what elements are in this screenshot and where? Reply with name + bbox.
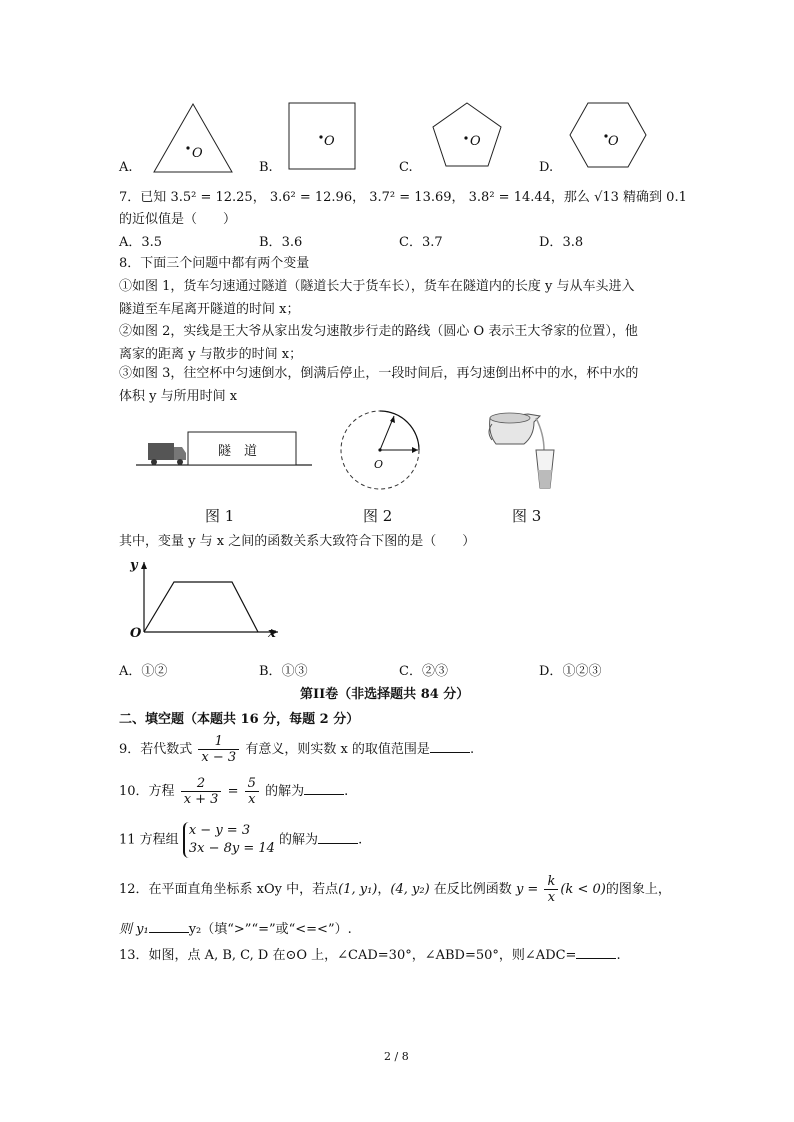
q10-fraction-left: $\frac{2}{x + 3}$	[181, 776, 222, 807]
q13-answer-blank[interactable]	[576, 946, 616, 959]
q7-formula-3: 3.7² = 13.69	[369, 190, 452, 205]
q7-option-a: A．3.5	[119, 235, 163, 250]
q10-fraction-right: $\frac{5}{x}$	[245, 776, 259, 807]
q7-line1: 7．已知 3.5² = 12.25， 3.6² = 12.96， 3.7² = 13.69， 3.8² = 14.44，那么 √13 精确到 0.1	[119, 190, 687, 205]
q8-intro: 8．下面三个问题中都有两个变量	[119, 256, 310, 271]
q6-option-a: A.	[119, 160, 133, 175]
page-number: 2 / 8	[384, 1050, 409, 1063]
q8-item2-b: 离家的距离 y 与散步的时间 x；	[119, 347, 303, 362]
q12-answer-blank[interactable]	[149, 920, 189, 933]
figure-1-caption: 图 1	[205, 507, 235, 525]
q7-prefix: 已知	[140, 190, 167, 205]
q6-option-b: B.	[259, 160, 273, 175]
q12-line1: 12．在平面直角坐标系 xOy 中，若点(1, y₁)，(4, y₂) 在反比例函数 y = $\frac{k}{x}$ (k < 0)的图象上，	[119, 874, 671, 905]
q7-option-b: B．3.6	[259, 235, 303, 250]
tunnel-label: 隧 道	[218, 444, 258, 459]
q11-answer-blank[interactable]	[318, 831, 358, 844]
q8-item3-a: ③如图 3，往空杯中匀速倒水，倒满后停止，一段时间后，再匀速倒出杯中的水，杯中水的	[119, 366, 639, 381]
q12-point-1: (1, y₁)	[338, 882, 378, 897]
trapezoid-graph	[128, 558, 280, 642]
q9-answer-blank[interactable]	[430, 740, 470, 753]
figure-3-caption: 图 3	[512, 507, 542, 525]
q13: 13．如图，点 A, B, C, D 在⊙O 上，∠CAD=30°，∠ABD=50°，则∠ADC= .	[119, 948, 621, 963]
q6-option-d: D.	[539, 160, 554, 175]
fill-in-heading: 二、填空题（本题共 16 分，每题 2 分）	[119, 712, 360, 727]
q7-suffix: 精确到 0.1	[623, 190, 687, 205]
q7-then: ，那么	[550, 190, 590, 205]
q8-question: 其中，变量 y 与 x 之间的函数关系大致符合下图的是（ ）	[119, 534, 476, 549]
q8-option-c: C．②③	[399, 664, 448, 679]
q8-option-d: D．①②③	[539, 664, 602, 679]
q12-condition: (k < 0)	[560, 882, 606, 897]
q12-point-2: (4, y₂)	[390, 882, 430, 897]
q8-item3-b: 体积 y 与所用时间 x	[119, 389, 238, 404]
q7-option-c: C．3.7	[399, 235, 443, 250]
graph-x-label: x	[268, 626, 276, 641]
q8-item1-a: ①如图 1，货车匀速通过隧道（隧道长大于货车长），货车在隧道内的长度 y 与从车头进入	[119, 279, 635, 294]
figure-2-caption: 图 2	[363, 507, 393, 525]
q8-option-b: B．①③	[259, 664, 308, 679]
figure-2-center: O	[374, 458, 384, 471]
q7-line2: 的近似值是（ ）	[119, 212, 237, 227]
q11: 11 方程组 x − y = 3 3x − 8y = 14 的解为 .	[119, 823, 363, 856]
hexagon-center-label: O	[608, 134, 619, 149]
triangle-figure	[150, 100, 236, 178]
q11-system: x − y = 3 3x − 8y = 14	[183, 822, 275, 858]
graph-y-label: y	[130, 558, 138, 573]
pentagon-figure	[430, 100, 504, 170]
square-figure	[288, 102, 358, 172]
q10-answer-blank[interactable]	[304, 782, 344, 795]
q9: 9．若代数式 $\frac{1}{x - 3}$ 有意义，则实数 x 的取值范围是 .	[119, 734, 475, 765]
q12-func-lhs: y =	[515, 882, 539, 897]
square-center-label: O	[324, 134, 335, 149]
pitcher-cup-figure	[484, 404, 558, 494]
q8-option-a: A．①②	[119, 664, 168, 679]
section-2-title: 第II卷（非选择题共 84 分）	[300, 687, 470, 702]
q12-fraction: $\frac{k}{x}$	[544, 874, 558, 905]
q7-option-d: D．3.8	[539, 235, 584, 250]
q10: 10．方程 $\frac{2}{x + 3}$ = $\frac{5}{x}$ 的解为 .	[119, 776, 349, 807]
pentagon-center-label: O	[470, 134, 481, 149]
q7-formula-1: 3.5² = 12.25	[170, 190, 253, 205]
q6-option-c: C.	[399, 160, 413, 175]
q7-sqrt: √13	[594, 190, 619, 205]
q7-number: 7．	[119, 190, 141, 205]
q8-item2-a: ②如图 2，实线是王大爷从家出发匀速散步行走的路线（圆心 O 表示王大爷家的位置），他	[119, 324, 638, 339]
walk-path-figure	[338, 408, 422, 492]
triangle-center-label: O	[192, 146, 203, 161]
q8-item1-b: 隧道至车尾离开隧道的时间 x；	[119, 302, 300, 317]
q12-line2: 则 y₁ y₂（填“>”“=”或“<=<”）.	[119, 922, 352, 937]
q9-fraction: $\frac{1}{x - 3}$	[198, 734, 239, 765]
q7-formula-2: 3.6² = 12.96	[269, 190, 353, 205]
q7-formula-4: 3.8² = 14.44	[468, 190, 551, 205]
graph-origin-label: O	[130, 626, 142, 641]
